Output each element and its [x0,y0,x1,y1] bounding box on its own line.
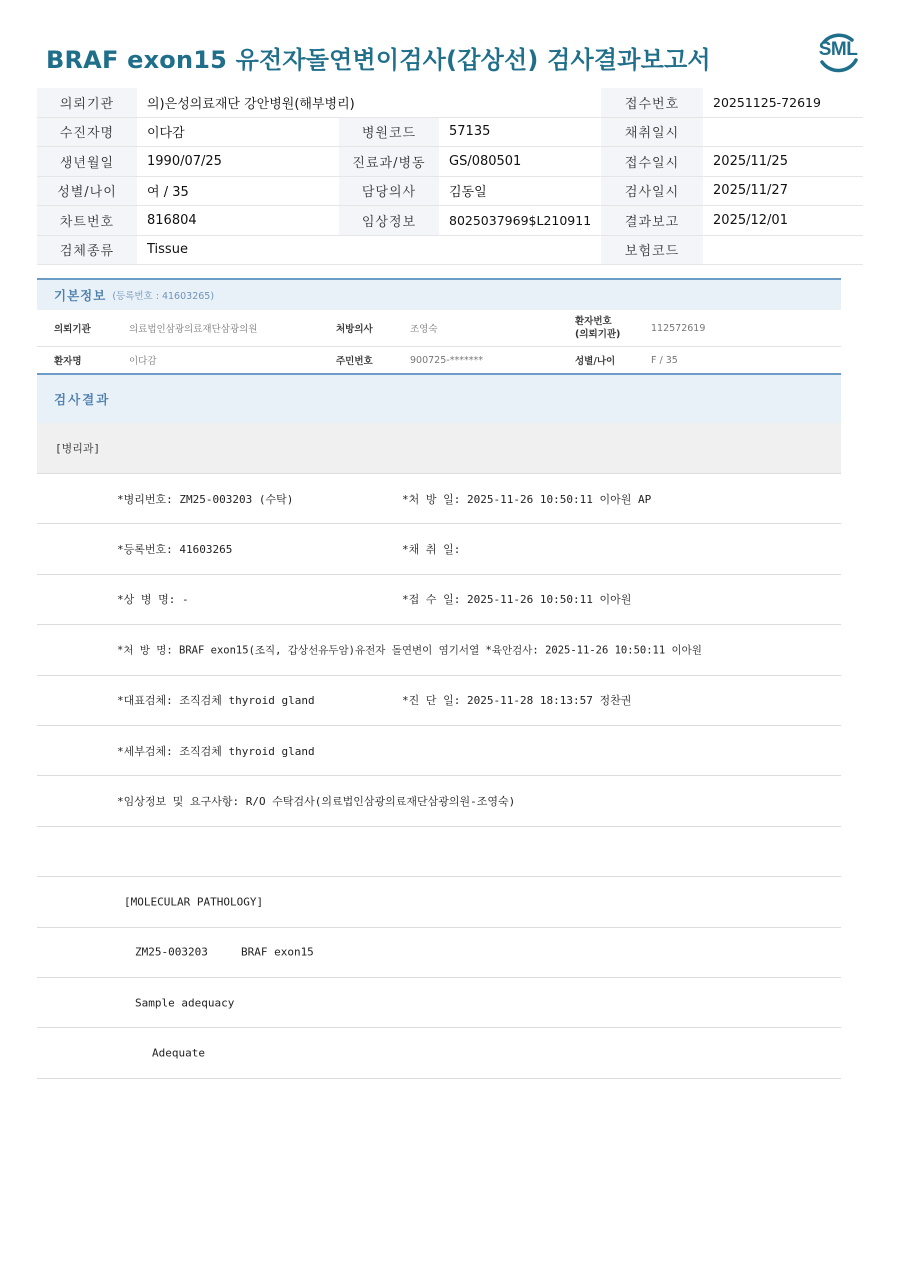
table-row [37,206,863,236]
basic-info-row [37,347,841,373]
report-panel [37,278,841,1079]
label-receipt-number: 접수번호 [601,88,703,117]
line-text: *세부검체: 조직검체 thyroid gland [117,744,315,758]
line-text: *처 방 명: BRAF exon15(조직, 갑상선유두암)유전자 돌연변이 염기서열 *육안검사: 2025-11-26 10:50:11 이아원 [117,644,702,657]
value-patient-name: 이다감 [137,117,339,147]
label-birth-date: 생년월일 [37,147,137,177]
label-institution: 의뢰기관 [54,324,91,335]
patient-info-table [37,88,863,265]
label-prescriber: 처방의사 [336,324,373,335]
label-test-date: 검사일시 [601,176,703,206]
table-row [37,147,863,177]
result-line [37,978,841,1028]
label-patient-name-2: 환자명 [54,356,82,367]
label-requesting-institution: 의뢰기관 [37,88,137,117]
department-label: [병리과] [37,423,841,474]
result-line [37,474,841,524]
table-row [37,176,863,206]
value-collection-date [703,117,863,147]
value-requesting-institution: 의)은성의료재단 강안병원(해부병리) [137,88,601,117]
result-line [37,676,841,726]
table-row [37,117,863,147]
basic-info-header [37,278,841,310]
value-birth-date: 1990/07/25 [137,147,339,177]
label-collection-date: 채취일시 [601,117,703,147]
result-title: 검사결과 [54,392,111,407]
result-line-blank [37,827,841,877]
value-institution: 의료법인삼광의료재단삼광의원 [129,324,258,335]
label-department: 진료과/병동 [339,147,439,177]
line-text: *병리번호: ZM25-003203 (수탁) [117,492,294,506]
table-row [37,235,863,265]
result-line [37,726,841,776]
line-text-2: *접 수 일: 2025-11-26 10:50:11 이아원 [402,593,632,607]
value-clinical-info: 8025037969$L210911 [439,206,601,236]
value-patient-name-2: 이다감 [129,356,157,367]
basic-info-reg-number: (등록번호 : 41603265) [112,291,215,302]
label-patient-number: 환자번호 (의뢰기관) [575,316,621,340]
label-sex-age-2: 성별/나이 [575,356,616,367]
label-insurance-code: 보험코드 [601,235,703,265]
line-text: Adequate [152,1046,205,1060]
result-line [37,575,841,625]
line-text: *대표검체: 조직검체 thyroid gland [117,694,315,708]
value-patient-number: 112572619 [651,322,706,334]
value-doctor: 김동일 [439,176,601,206]
value-result-report: 2025/12/01 [703,206,863,236]
value-test-date: 2025/11/27 [703,176,863,206]
value-resident-number: 900725-******* [410,354,483,366]
result-line [37,776,841,826]
value-receipt-date: 2025/11/25 [703,147,863,177]
value-insurance-code [703,235,863,265]
result-line [37,625,841,675]
line-text: Sample adequacy [135,996,235,1010]
line-text: ZM25-003203 BRAF exon15 [135,945,314,959]
label-resident-number: 주민번호 [336,356,373,367]
label-result-report: 결과보고 [601,206,703,236]
value-specimen-type: Tissue [137,235,601,265]
line-text: [MOLECULAR PATHOLOGY] [124,895,264,909]
label-specimen-type: 검체종류 [37,235,137,265]
label-doctor: 담당의사 [339,176,439,206]
value-chart-number: 816804 [137,206,339,236]
result-line [37,877,841,927]
label-hospital-code: 병원코드 [339,117,439,147]
value-hospital-code: 57135 [439,117,601,147]
basic-info-row [37,310,841,347]
line-text: *상 병 명: - [117,593,189,607]
value-department: GS/080501 [439,147,601,177]
result-header [37,373,841,423]
label-receipt-date: 접수일시 [601,147,703,177]
label-sex-age: 성별/나이 [37,176,137,206]
label-clinical-info: 임상정보 [339,206,439,236]
value-receipt-number: 20251125-72619 [703,88,863,117]
value-sex-age: 여 / 35 [137,176,339,206]
label-patient-name: 수진자명 [37,117,137,147]
result-line [37,928,841,978]
basic-info-title: 기본정보 [54,288,107,303]
line-text-2: *처 방 일: 2025-11-26 10:50:11 이아원 AP [402,492,652,506]
line-text-2: *진 단 일: 2025-11-28 18:13:57 정찬권 [402,694,632,708]
line-text: *임상정보 및 요구사항: R/O 수탁검사(의료법인삼광의료재단삼광의원-조영숙) [117,795,516,809]
result-line [37,1028,841,1078]
sml-logo [814,30,862,76]
logo-text: SML [818,39,858,60]
table-row [37,88,863,117]
value-sex-age-2: F / 35 [651,354,678,366]
line-text-2: *채 취 일: [402,543,461,557]
result-line [37,524,841,574]
value-prescriber: 조영숙 [410,324,438,335]
label-chart-number: 차트번호 [37,206,137,236]
report-title: BRAF exon15 유전자돌연변이검사(갑상선) 검사결과보고서 [46,46,711,74]
line-text: *등록번호: 41603265 [117,543,233,557]
